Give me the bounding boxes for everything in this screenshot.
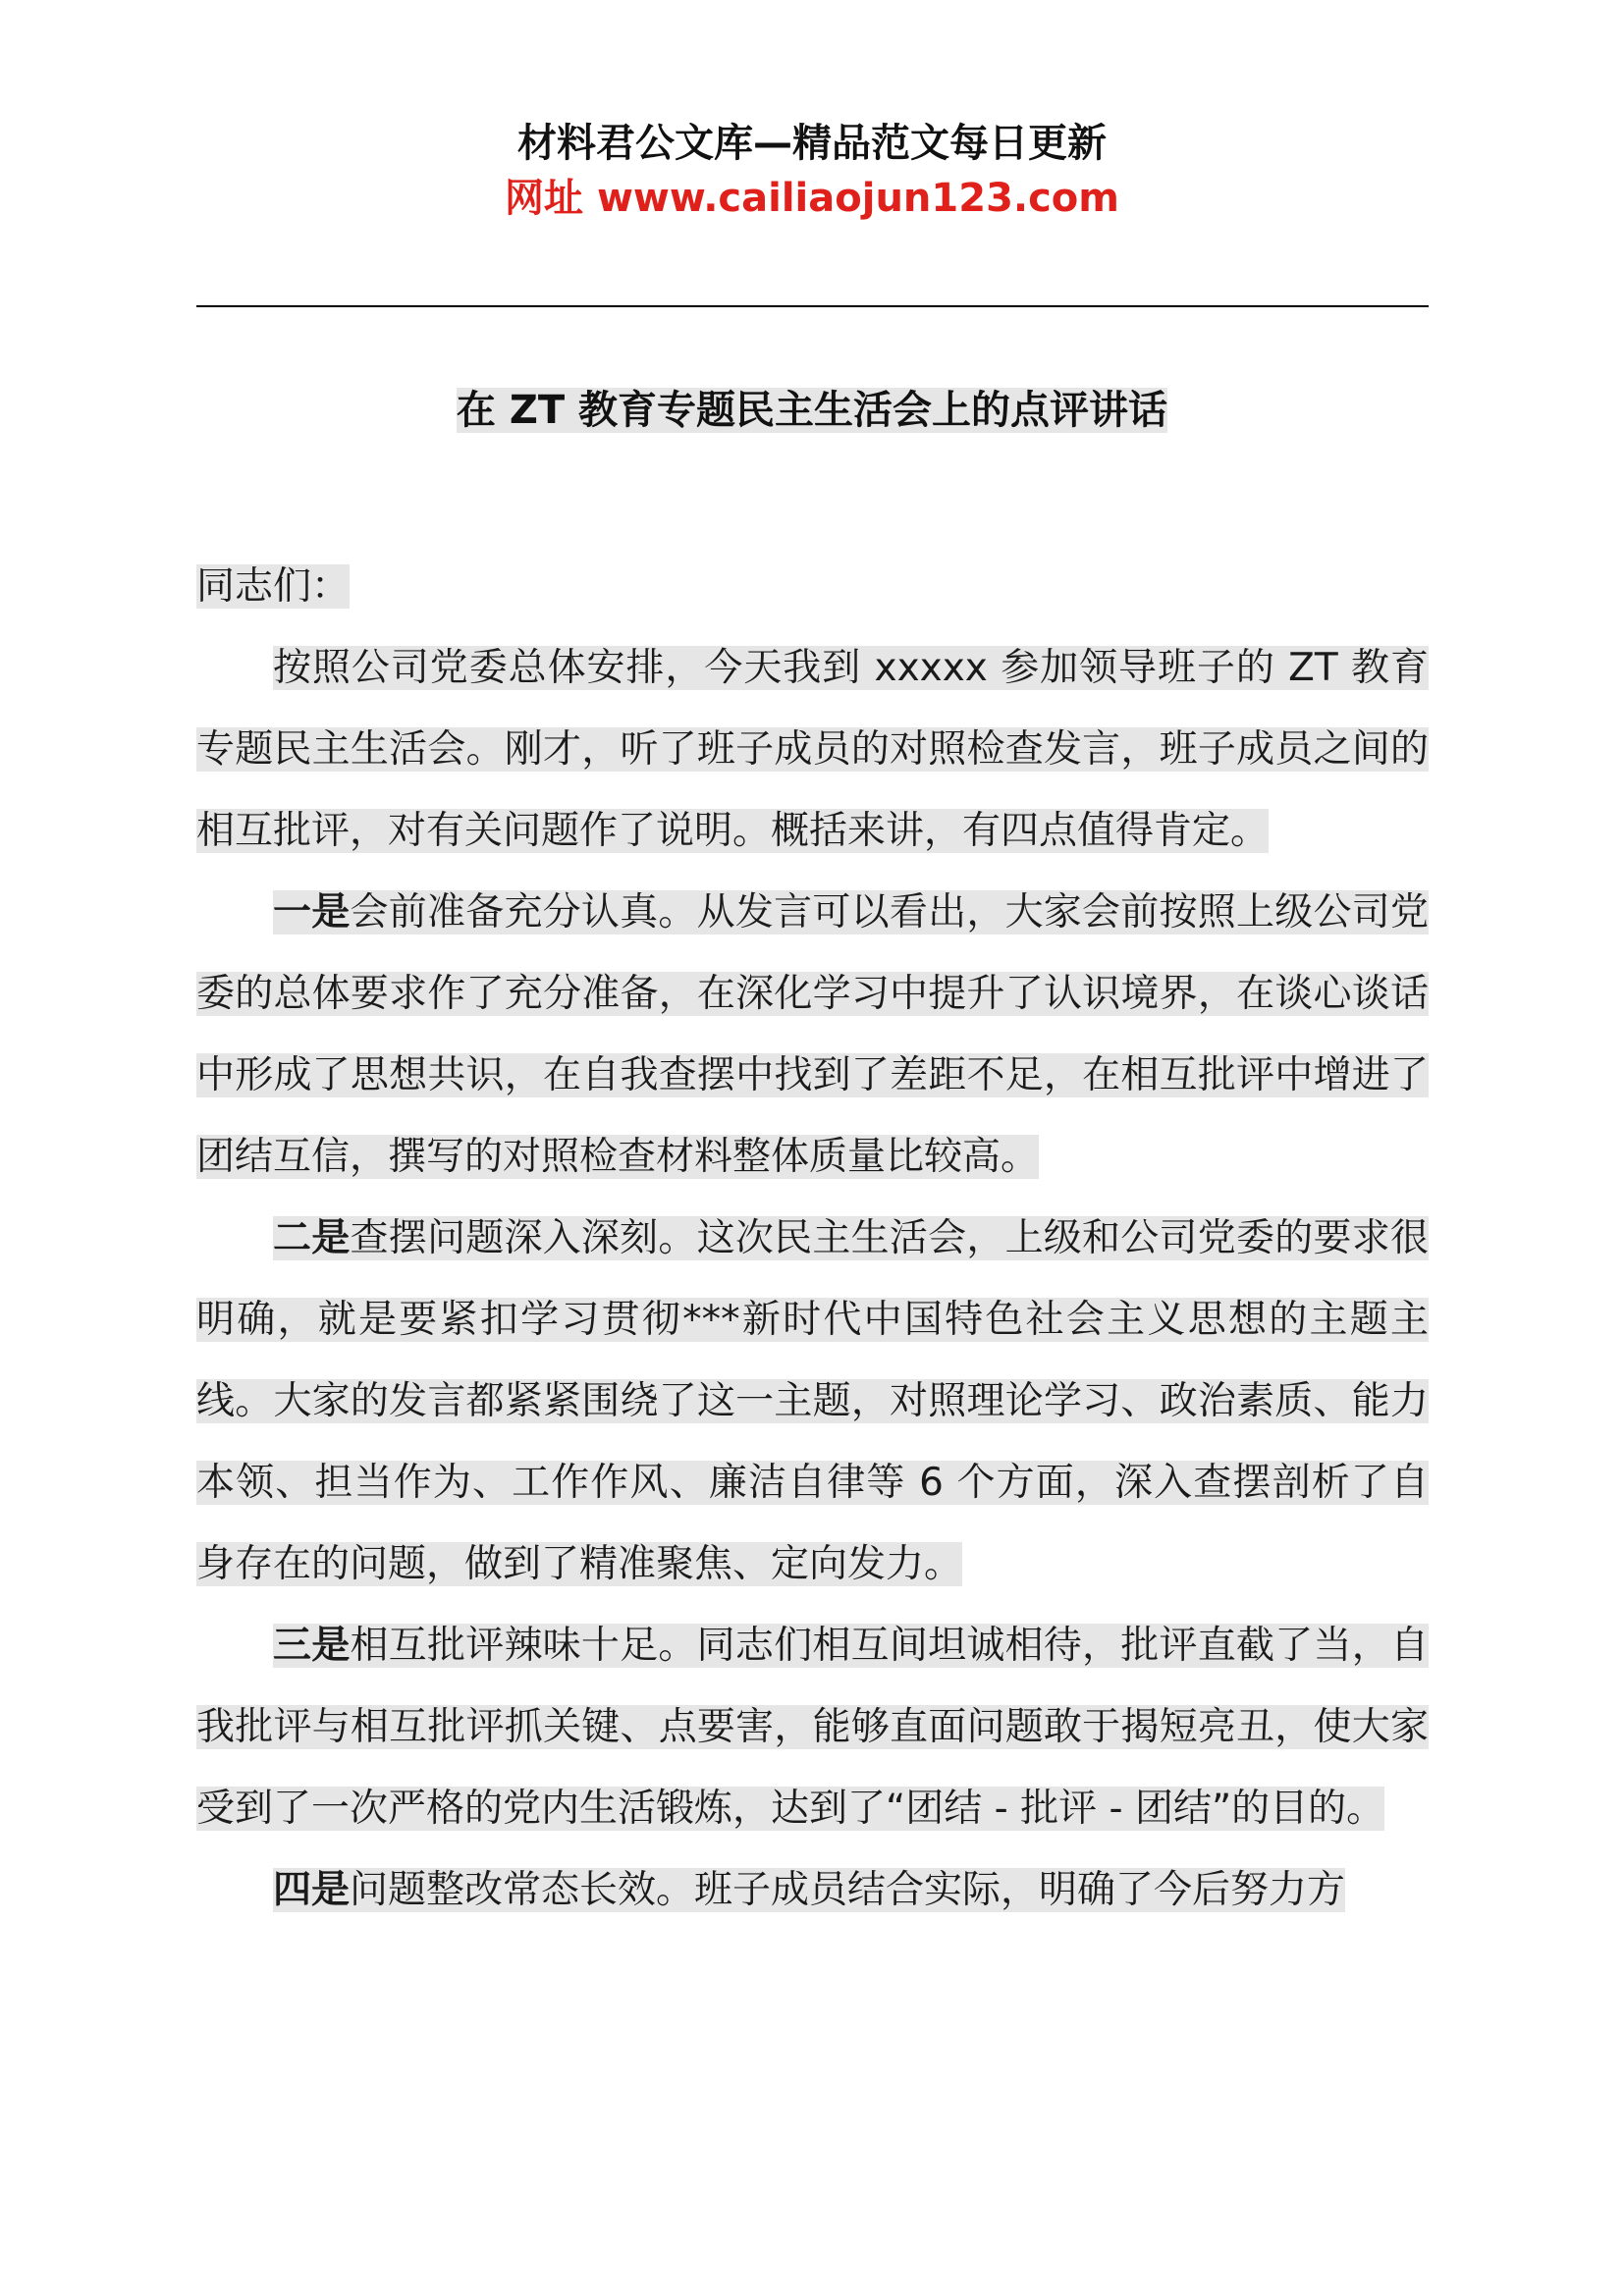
point-lead-2: 二是 — [273, 1216, 351, 1260]
intro-text: 按照公司党委总体安排，今天我到 xxxxx 参加领导班子的 ZT 教育专题民主生活会。刚才，听了班子成员的对照检查发言，班子成员之间的相互批评，对有关问题作了说明。概括来讲，有四点值得肯定。 — [196, 646, 1429, 853]
document-body — [196, 546, 1429, 1931]
document-title-text: 在 ZT 教育专题民主生活会上的点评讲话 — [456, 388, 1168, 433]
salutation-text: 同志们： — [196, 564, 351, 609]
header-divider — [196, 305, 1429, 307]
point-lead-1: 一是 — [273, 890, 351, 934]
site-url: 网址 www.cailiaojun123.com — [505, 176, 1119, 221]
point-paragraph-4 — [196, 1849, 1429, 1931]
point-lead-4: 四是 — [273, 1868, 351, 1912]
point-paragraph-3 — [196, 1605, 1429, 1849]
point-lead-3: 三是 — [273, 1624, 351, 1668]
site-header — [0, 116, 1624, 226]
point-paragraph-2 — [196, 1198, 1429, 1605]
point-paragraph-1 — [196, 872, 1429, 1198]
site-title: 材料君公文库—精品范文每日更新 — [517, 121, 1107, 166]
document-title — [0, 383, 1624, 438]
point-text-1: 会前准备充分认真。从发言可以看出，大家会前按照上级公司党委的总体要求作了充分准备，在深化学习中提升了认识境界，在谈心谈话中形成了思想共识，在自我查摆中找到了差距不足，在相互批评中增进了团结互信，撰写的对照检查材料整体质量比较高。 — [196, 890, 1429, 1179]
salutation — [196, 546, 1429, 627]
point-text-3: 相互批评辣味十足。同志们相互间坦诚相待，批评直截了当，自我批评与相互批评抓关键、点要害，能够直面问题敢于揭短亮丑，使大家受到了一次严格的党内生活锻炼，达到了“团结 - 批评 - 团结”的目的。 — [196, 1624, 1429, 1831]
point-text-2: 查摆问题深入深刻。这次民主生活会，上级和公司党委的要求很明确，就是要紧扣学习贯彻***新时代中国特色社会主义思想的主题主线。大家的发言都紧紧围绕了这一主题，对照理论学习、政治素质、能力本领、担当作为、工作作风、廉洁自律等 6 个方面，深入查摆剖析了自身存在的问题，做到了精准聚焦、定向发力。 — [196, 1216, 1429, 1586]
intro-paragraph — [196, 627, 1429, 872]
point-text-4: 问题整改常态长效。班子成员结合实际，明确了今后努力方 — [350, 1868, 1346, 1912]
